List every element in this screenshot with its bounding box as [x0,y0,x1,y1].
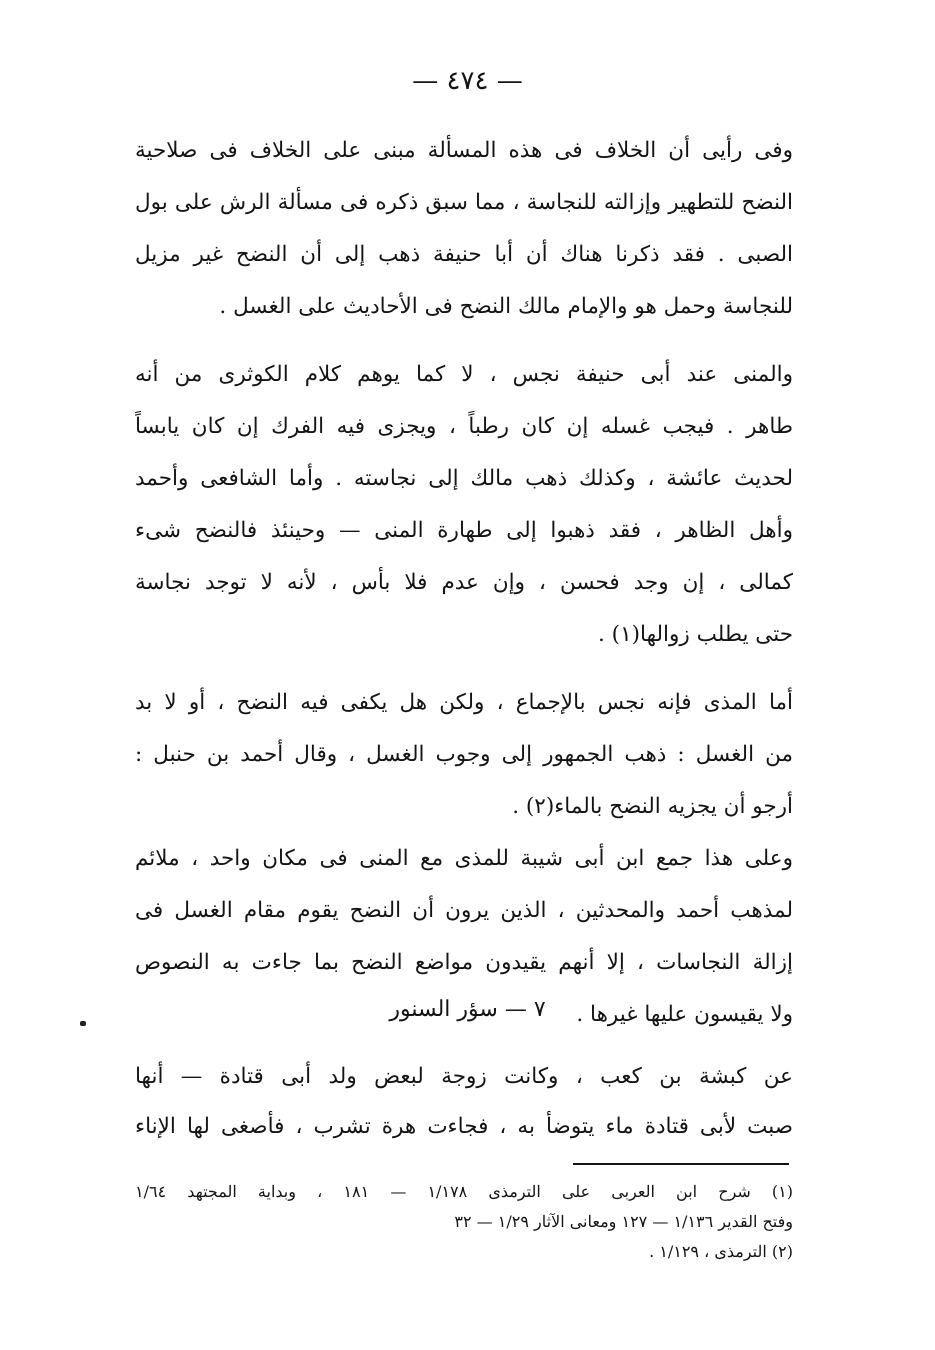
section-text [135,1052,793,1152]
text-line: أما المذى فإنه نجس بالإجماع ، ولكن هل يكفى فيه النضح ، أو لا بد [135,690,793,715]
page-number: — ٤٧٤ — [412,66,523,96]
footnote-1: (١) شرح ابن العربى على الترمذى ١/١٧٨ — ١٨١ ، وبداية المجتهد ١/٦٤ [135,1182,793,1201]
body-text [135,125,793,1041]
text-line: من الغسل : ذهب الجمهور إلى وجوب الغسل ، وقال أحمد بن حنبل : [135,742,793,767]
text-line: كمالى ، إن وجد فحسن ، وإن عدم فلا بأس ، لأنه لا توجد نجاسة [135,570,793,595]
text-line: والمنى عند أبى حنيفة نجس ، لا كما يوهم كلام الكوثرى من أنه [135,362,793,387]
footnotes [135,1177,793,1267]
text-line: حتى يطلب زوالها(١) . [598,622,793,647]
text-line: وأهل الظاهر ، فقد ذهبوا إلى طهارة المنى — وحينئذ فالنضح شىء [135,518,793,543]
paragraph-3 [135,677,793,833]
text-line: الصبى . فقد ذكرنا هناك أن أبا حنيفة ذهب إلى أن النضح غير مزيل [135,242,793,267]
text-line: إزالة النجاسات ، إلا أنهم يقيدون مواضع النضح بما جاءت به النصوص [135,950,793,975]
footnote-divider [573,1163,789,1165]
text-line: النضح للتطهير وإزالته للنجاسة ، مما سبق ذكره فى مسألة الرش على بول [135,190,793,215]
text-line: ولا يقيسون عليها غيرها . [576,1002,793,1027]
paragraph-2 [135,349,793,661]
text-line: عن كبشة بن كعب ، وكانت زوجة لبعض ولد أبى قتادة — أنها [135,1064,793,1089]
text-line: للنجاسة وحمل هو والإمام مالك النضح فى الأحاديث على الغسل . [219,294,793,319]
text-line: وفى رأيى أن الخلاف فى هذه المسألة مبنى على الخلاف فى صلاحية [135,138,793,163]
paragraph-1 [135,125,793,333]
text-line: لحديث عائشة ، وكذلك ذهب مالك إلى نجاسته . وأما الشافعى وأحمد [135,466,793,491]
text-line: وعلى هذا جمع ابن أبى شيبة للمذى مع المنى فى مكان واحد ، ملائم [135,846,793,871]
section-heading: ٧ — سؤر السنور [389,997,546,1022]
text-line: أرجو أن يجزيه النضح بالماء(٢) . [512,794,793,819]
footnote-2: (٢) الترمذى ، ١/١٢٩ . [649,1242,793,1261]
footnote-1-continued: وفتح القدير ١/١٣٦ — ١٢٧ ومعانى الآثار ١/٢٩ — ٣٢ [454,1212,793,1231]
text-line: لمذهب أحمد والمحدثين ، الذين يرون أن النضح يقوم مقام الغسل فى [135,898,793,923]
text-line: طاهر . فيجب غسله إن كان رطباً ، ويجزى فيه الفرك إن كان يابساً [135,414,793,439]
text-line: صبت لأبى قتادة ماء يتوضأ به ، فجاءت هرة تشرب ، فأصغى لها الإناء [135,1114,793,1139]
